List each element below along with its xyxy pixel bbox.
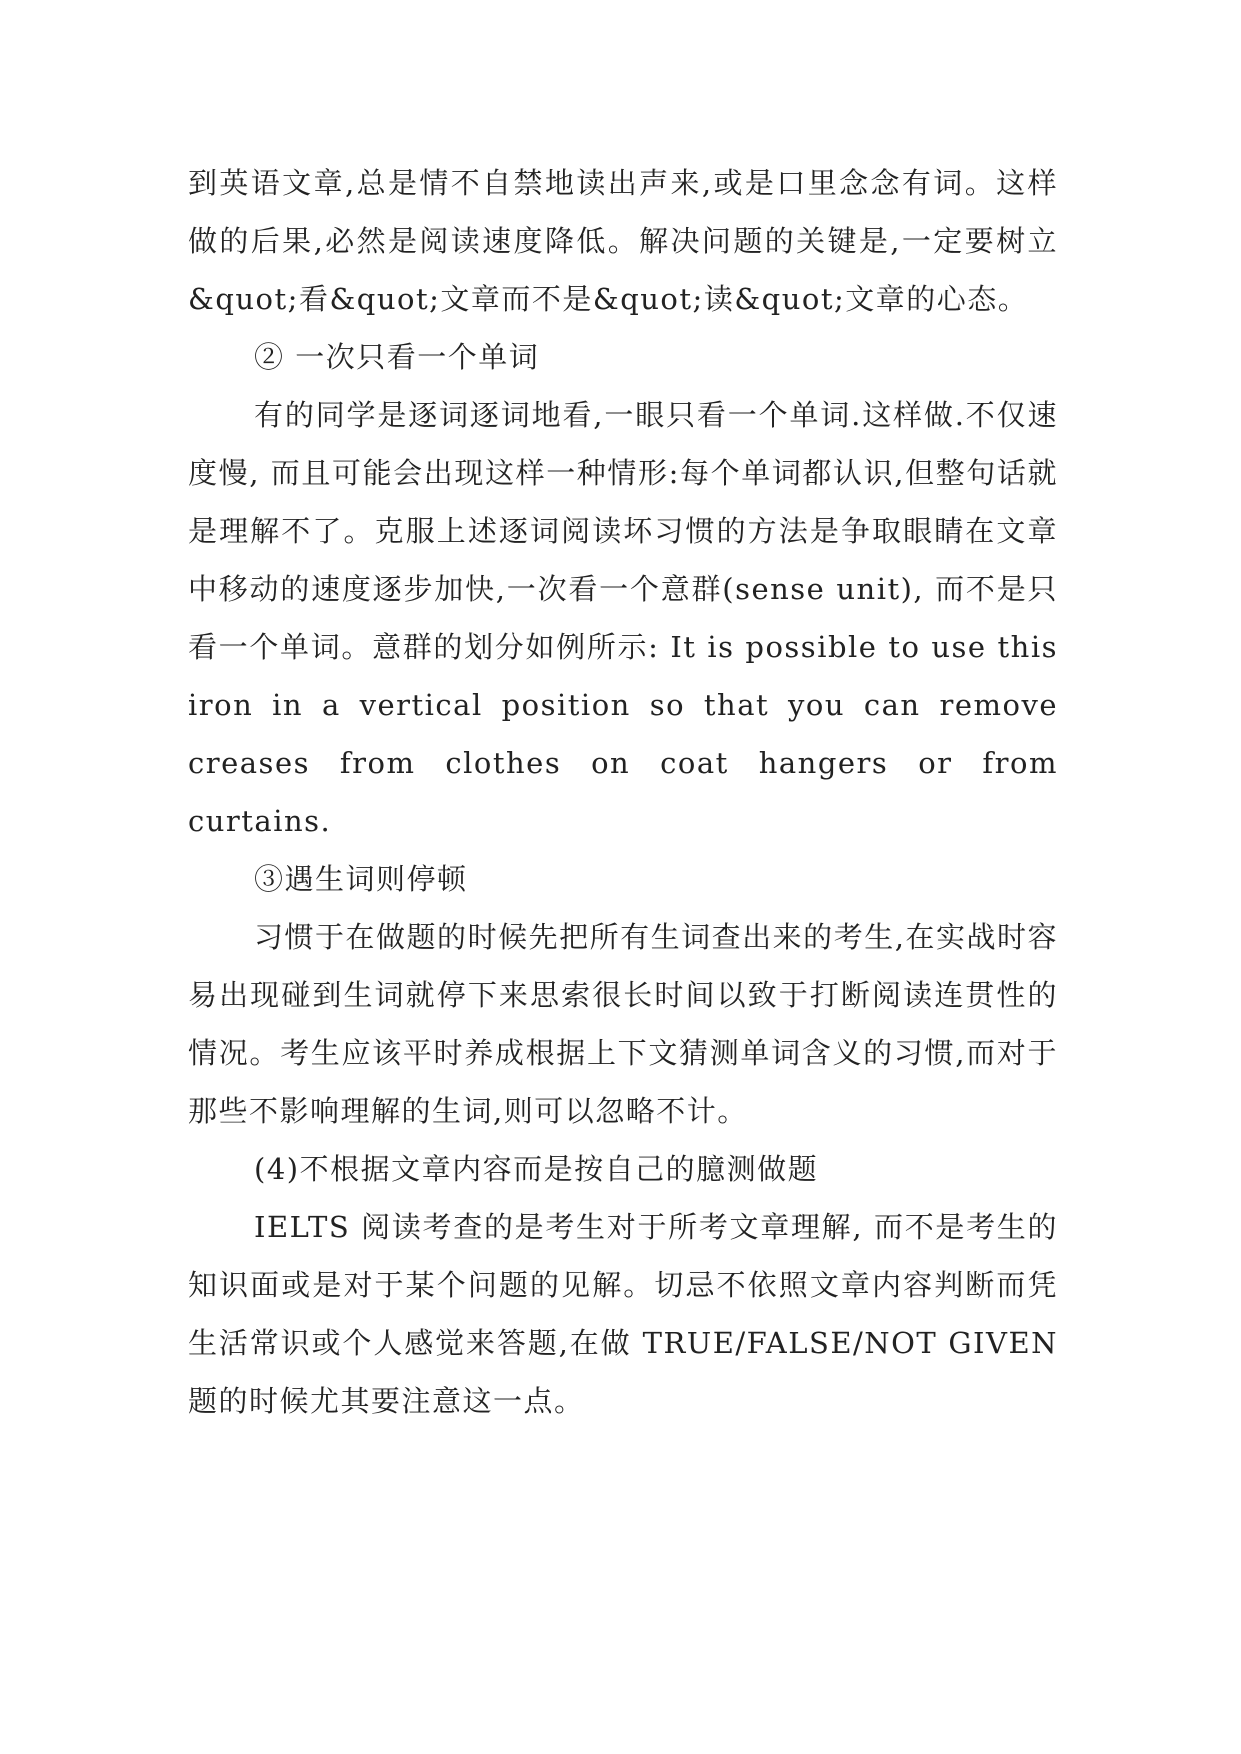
paragraph-guessing-answers: IELTS 阅读考查的是考生对于所考文章理解, 而不是考生的知识面或是对于某个问题的见解。切忌不依照文章内容判断而凭生活常识或个人感觉来答题,在做 TRUE/FALSE/NOT GIVEN 题的时候尤其要注意这一点。 — [188, 1210, 1058, 1418]
section-heading-one-word-at-a-time: ② 一次只看一个单词 — [254, 340, 540, 374]
paragraph-pause-on-new-words: 习惯于在做题的时候先把所有生词查出来的考生,在实战时容易出现碰到生词就停下来思索很长时间以致于打断阅读连贯性的情况。考生应该平时养成根据上下文猜测单词含义的习惯,而对于那些不影响理解的生词,则可以忽略不计。 — [188, 920, 1058, 1128]
document-body — [188, 154, 1058, 1430]
paragraph-continued: 到英语文章,总是情不自禁地读出声来,或是口里念念有词。这样做的后果,必然是阅读速度降低。解决问题的关键是,一定要树立&quot;看&quot;文章而不是&quot;读&quot;文章的心态。 — [188, 166, 1058, 316]
paragraph-one-word-at-a-time: 有的同学是逐词逐词地看,一眼只看一个单词.这样做.不仅速度慢, 而且可能会出现这样一种情形:每个单词都认识,但整句话就是理解不了。克服上述逐词阅读坏习惯的方法是争取眼睛在文章中移动的速度逐步加快,一次看一个意群(sense unit), 而不是只看一个单词。意群的划分如例所示: It is possible to use this iron in a vertical position so that you can remove creases from clothes on coat hangers or from curtains. — [188, 398, 1058, 838]
section-heading-pause-on-new-words: ③遇生词则停顿 — [254, 862, 468, 896]
section-heading-guessing-answers: (4)不根据文章内容而是按自己的臆测做题 — [254, 1152, 819, 1186]
